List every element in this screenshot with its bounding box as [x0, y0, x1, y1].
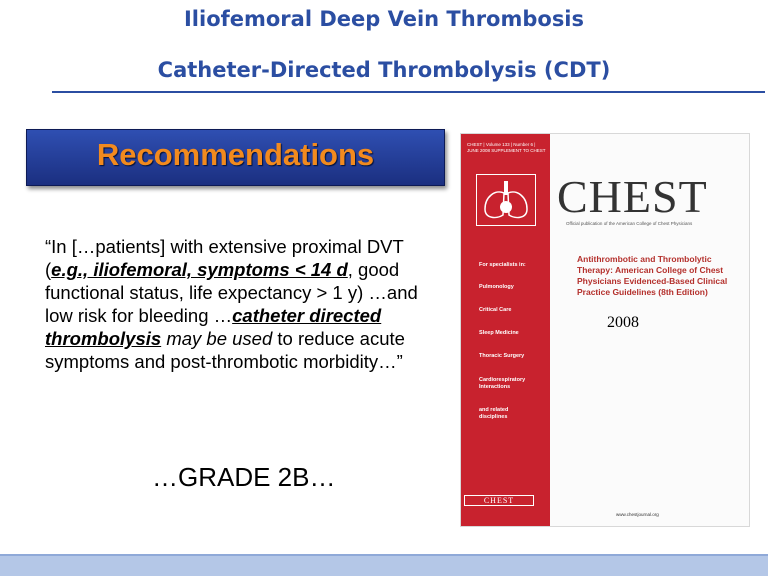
- quote-text-4: to reduce acute symptoms and post-thrombotic morbidity…”: [45, 328, 405, 372]
- specialty-item: and related disciplines: [479, 407, 509, 420]
- guideline-quote: [45, 235, 445, 373]
- grade-label: …GRADE 2B…: [152, 462, 336, 492]
- chest-journal-cover: [460, 133, 750, 527]
- journal-masthead-subtitle: Official publication of the American College of Chest Physicians: [566, 221, 693, 226]
- quote-text-1: “In […patients] with extensive proximal DVT (: [45, 236, 404, 280]
- quote-emphasis-cdt: catheter directed thrombolysis: [45, 305, 382, 349]
- specialty-item: Sleep Medicine: [479, 330, 519, 336]
- slide-title: Iliofemoral Deep Vein Thrombosis: [183, 7, 585, 31]
- cover-header: CHEST | Volume 133 | Number 6 | JUNE 2008 SUPPLEMENT TO CHEST: [467, 142, 546, 153]
- specialty-item: Thoracic Surgery: [479, 353, 525, 359]
- cover-bottom-logo: CHEST: [464, 495, 534, 506]
- specialty-item: Cardiorespiratory Interactions: [479, 377, 526, 390]
- journal-masthead: CHEST: [557, 171, 708, 222]
- lungs-icon: [476, 174, 536, 226]
- specialty-intro: For specialists in:: [479, 262, 526, 268]
- cover-red-band: [461, 134, 550, 526]
- slide-subtitle: Catheter-Directed Thrombolysis (CDT): [157, 58, 611, 82]
- journal-url: www.chestjournal.org: [616, 512, 659, 517]
- footer-line: [0, 554, 768, 556]
- supplement-title: Antithrombotic and Thrombolytic Therapy: American College of Chest Physicians Evidenced-Based Clinical Practice Guidelines (8th Edition): [577, 254, 728, 297]
- recommendations-banner: [26, 129, 445, 186]
- recommendations-label: Recommendations: [96, 137, 375, 172]
- publication-year: 2008: [607, 314, 639, 331]
- quote-emphasis-criteria: e.g., iliofemoral, symptoms < 14 d: [51, 259, 348, 280]
- quote-text-2: , good functional status, life expectancy > 1 y) …and low risk for bleeding …: [45, 259, 418, 326]
- footer-bar: [0, 554, 768, 576]
- title-divider: [52, 91, 765, 93]
- quote-italic-may-be-used: may be used: [166, 328, 273, 349]
- specialty-item: Critical Care: [479, 307, 512, 313]
- specialty-item: Pulmonology: [479, 284, 514, 290]
